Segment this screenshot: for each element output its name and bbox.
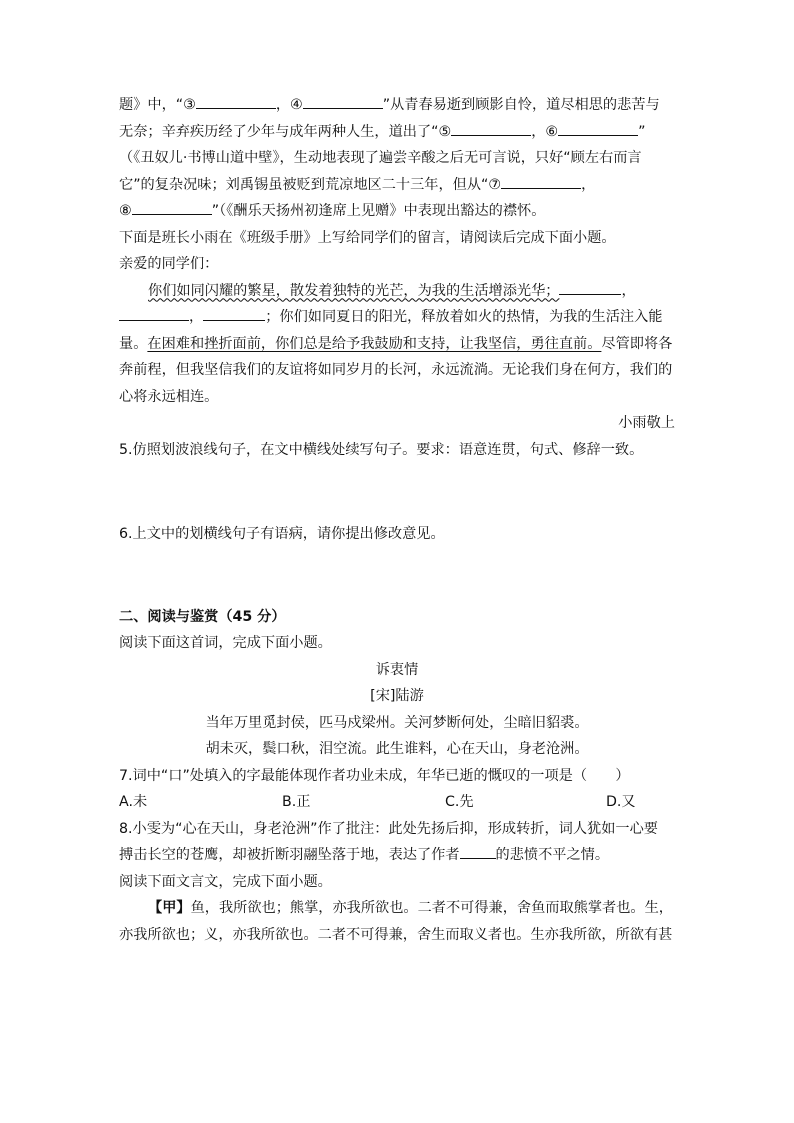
text: ， <box>581 176 596 193</box>
option-a[interactable]: A.未 <box>119 794 148 810</box>
poem-line-1: 当年万里觅封侯，匹马戍梁州。关河梦断何处，尘暗旧貂裘。 <box>205 714 589 731</box>
poem-author: [宋]陆游 <box>370 688 424 704</box>
blank-4[interactable] <box>303 93 383 109</box>
prose-line-1 <box>119 895 675 922</box>
text: 它”的复杂况味；刘禹锡虽被贬到荒凉地区二十三年，但从“⑦ <box>119 176 502 193</box>
text: 的悲愤不平之情。 <box>495 847 610 863</box>
message-line-3 <box>119 331 675 358</box>
message-greeting: 亲爱的同学们： <box>119 256 219 272</box>
poem-title: 诉衷情 <box>375 661 419 678</box>
blank-3[interactable] <box>196 93 276 109</box>
poem-review-line-4 <box>119 172 675 199</box>
option-c[interactable]: C.先 <box>445 794 474 810</box>
question-5: 5.仿照划波浪线句子，在文中横线处续写句子。要求：语意连贯，句式、修辞一致。 <box>119 441 644 458</box>
question-8-line-2 <box>119 842 675 869</box>
text: ， <box>189 309 204 325</box>
blank-5[interactable] <box>451 120 531 136</box>
question-7-options <box>119 789 675 816</box>
question-8-line-1: 8.小雯为“心在天山，身老沧洲”作了批注：此处先扬后抑，形成转折，词人犹如一心要 <box>119 820 658 837</box>
text: ”从青春易逝到顾影自怜，道尽相思的悲苦与 <box>382 97 660 113</box>
poem-review-line-1 <box>119 92 675 119</box>
text: 量。 <box>119 335 148 352</box>
option-d[interactable]: D.又 <box>606 794 636 810</box>
answer-space-5[interactable] <box>119 463 675 521</box>
text: 鱼，我所欲也；熊掌，亦我所欲也。二者不可得兼，舍鱼而取熊掌者也。生， <box>190 900 673 916</box>
document-page <box>119 92 675 948</box>
poem-line-2: 胡未灭，鬓口秋，泪空流。此生谁料，心在天山，身老沧洲。 <box>205 741 589 757</box>
poem-review-line-5 <box>119 198 675 225</box>
message-line-4: 奔前程，但我坚信我们的友谊将如同岁月的长河，永远流淌。无论我们身在何方，我们的 <box>119 362 673 378</box>
continuation-blank-3[interactable] <box>203 305 265 321</box>
text: 无奈；辛弃疾历经了少年与成年两种人生，道出了“⑤ <box>119 123 452 140</box>
prose-intro: 阅读下面文言文，完成下面小题。 <box>119 873 332 890</box>
blank-6[interactable] <box>558 120 638 136</box>
continuation-blank-2[interactable] <box>119 305 189 321</box>
section-heading: 二、阅读与鉴赏（45 分） <box>119 608 286 625</box>
poem-intro: 阅读下面这首词，完成下面小题。 <box>119 635 332 651</box>
signature: 小雨敬上 <box>618 415 675 431</box>
text: ；你们如同夏日的阳光，释放着如火的热情，为我的生活注入能 <box>265 309 663 325</box>
poem-review-line-2 <box>119 119 675 146</box>
blank-7[interactable] <box>501 173 581 189</box>
underlined-sentence: 在困难和挫折面前，你们总是给予我鼓励和支持，让我坚信，勇往直前。 <box>147 335 602 352</box>
message-line-5: 心将永远相连。 <box>119 388 219 405</box>
q8-blank[interactable] <box>460 843 496 859</box>
text: ⑧ <box>119 203 132 219</box>
text: 题》中，“③ <box>119 97 196 113</box>
passage-tag: 【甲】 <box>148 900 191 916</box>
text: ”（《酬乐天扬州初逢席上见赠》中表现出豁达的襟怀。 <box>211 203 546 219</box>
question-6: 6.上文中的划横线句子有语病，请你提出修改意见。 <box>119 526 445 542</box>
message-intro: 下面是班长小雨在《班级手册》上写给同学们的留言，请阅读后完成下面小题。 <box>119 229 616 246</box>
poem-review-line-3: （《丑奴儿·书博山道中壁》，生动地表现了遍尝辛酸之后无可言说，只好“顾左右而言 <box>119 150 642 166</box>
question-7: 7.词中“口”处填入的字最能体现作者功业未成，年华已逝的慨叹的一项是（ ） <box>119 767 630 784</box>
message-line-1 <box>119 278 675 305</box>
message-line-2 <box>119 304 675 331</box>
text: 搏击长空的苍鹰，却被折断羽翮坠落于地，表达了作者 <box>119 847 460 863</box>
text: ，④ <box>275 97 303 113</box>
answer-space-6[interactable] <box>119 548 675 604</box>
continuation-blank-1[interactable] <box>559 279 621 295</box>
wavy-sentence: 你们如同闪耀的繁星，散发着独特的光芒，为我的生活增添光华； <box>148 282 560 299</box>
text: ， <box>621 282 636 299</box>
text: ” <box>638 123 646 140</box>
blank-8[interactable] <box>132 199 212 215</box>
text: ，⑥ <box>531 123 559 140</box>
prose-line-2: 亦我所欲也；义，亦我所欲也。二者不可得兼，舍生而取义者也。生亦我所欲，所欲有甚 <box>119 926 673 943</box>
text: 尽管即将各 <box>601 335 673 352</box>
option-b[interactable]: B.正 <box>282 794 311 810</box>
